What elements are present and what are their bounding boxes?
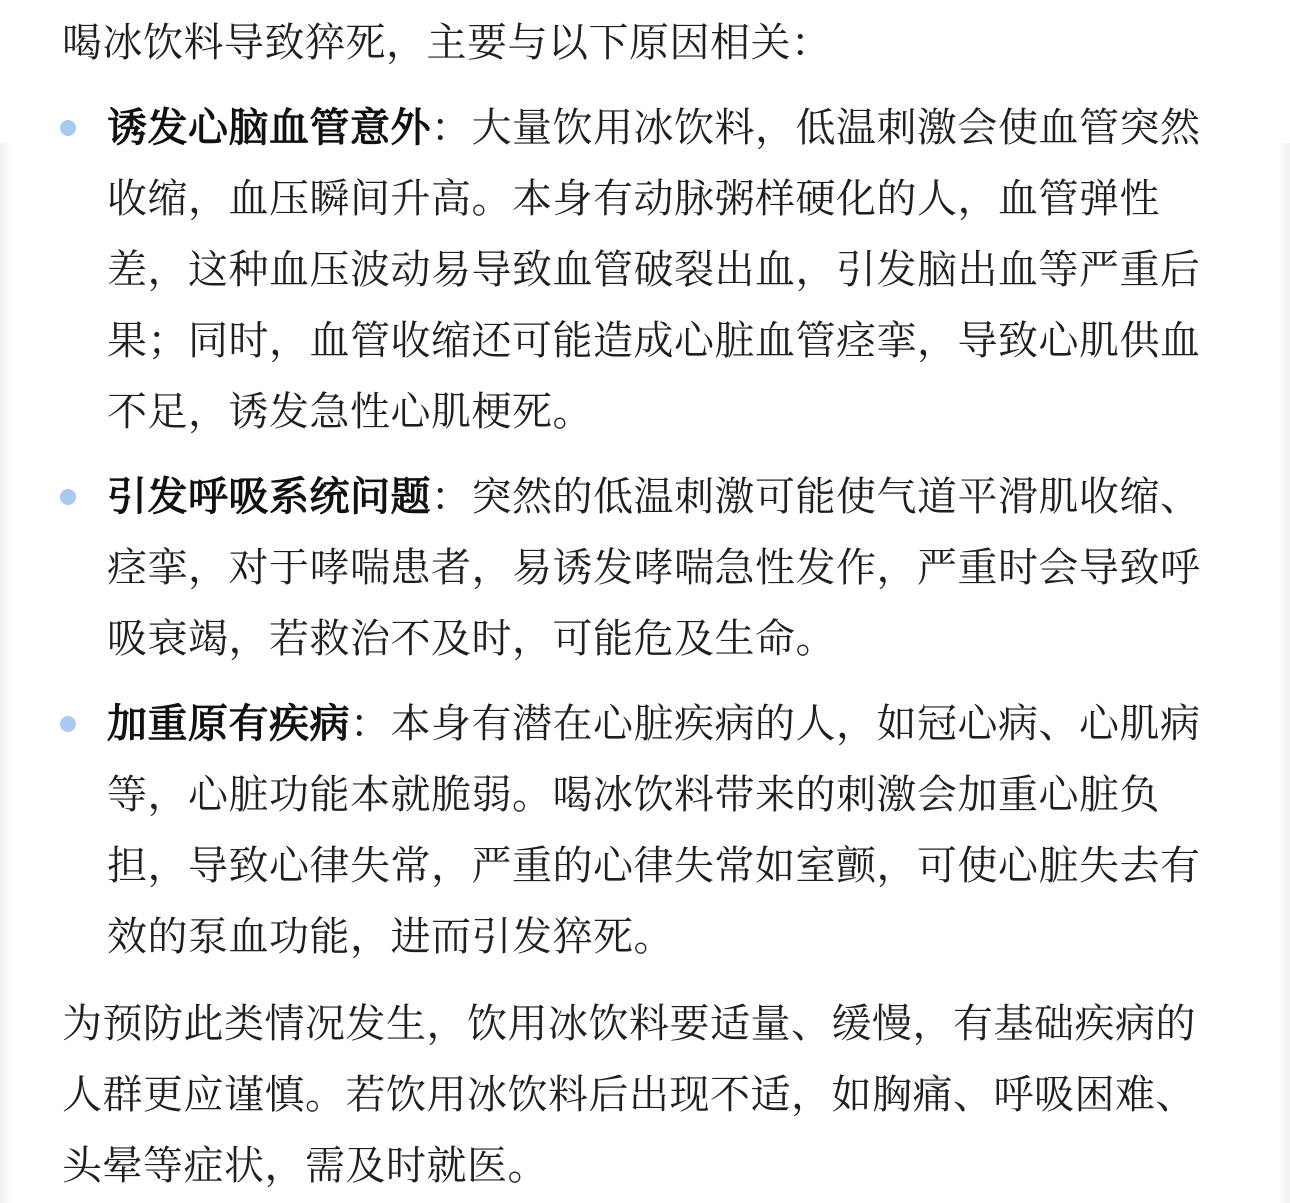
outro-paragraph: 为预防此类情况发生，饮用冰饮料要适量、缓慢，有基础疾病的人群更应谨慎。若饮用冰饮料后出现不适，如胸痛、呼吸困难、头晕等症状，需及时就医。 bbox=[62, 1001, 1196, 1189]
point-separator: ： bbox=[431, 474, 472, 520]
point-separator: ： bbox=[431, 105, 472, 151]
bullet-icon bbox=[60, 120, 76, 136]
point-title: 加重原有疾病 bbox=[107, 701, 350, 747]
point-title: 诱发心脑血管意外 bbox=[107, 105, 431, 151]
intro-paragraph: 喝冰饮料导致猝死，主要与以下原因相关： bbox=[62, 20, 832, 66]
bullet-icon bbox=[60, 716, 76, 732]
bullet-icon bbox=[60, 489, 76, 505]
point-text: 突然的低温刺激可能使气道平滑肌收缩、痉挛，对于哮喘患者，易诱发哮喘急性发作，严重时会导致呼吸衰竭，若救治不及时，可能危及生命。 bbox=[107, 474, 1201, 662]
reason-list bbox=[62, 93, 1230, 973]
point-title: 引发呼吸系统问题 bbox=[107, 474, 431, 520]
list-item bbox=[62, 689, 1230, 973]
left-edge-shadow bbox=[0, 143, 12, 1203]
answer-content bbox=[62, 8, 1230, 1202]
list-item bbox=[62, 93, 1230, 448]
list-item bbox=[62, 462, 1230, 675]
point-separator: ： bbox=[350, 701, 391, 747]
point-text: 大量饮用冰饮料，低温刺激会使血管突然收缩，血压瞬间升高。本身有动脉粥样硬化的人，血管弹性差，这种血压波动易导致血管破裂出血，引发脑出血等严重后果；同时，血管收缩还可能造成心脏血管痉挛，导致心肌供血不足，诱发急性心肌梗死。 bbox=[107, 105, 1201, 435]
point-text: 本身有潜在心脏疾病的人，如冠心病、心肌病等，心脏功能本就脆弱。喝冰饮料带来的刺激会加重心脏负担，导致心律失常，严重的心律失常如室颤，可使心脏失去有效的泵血功能，进而引发猝死。 bbox=[107, 701, 1201, 960]
right-edge-shadow bbox=[1278, 143, 1290, 1203]
